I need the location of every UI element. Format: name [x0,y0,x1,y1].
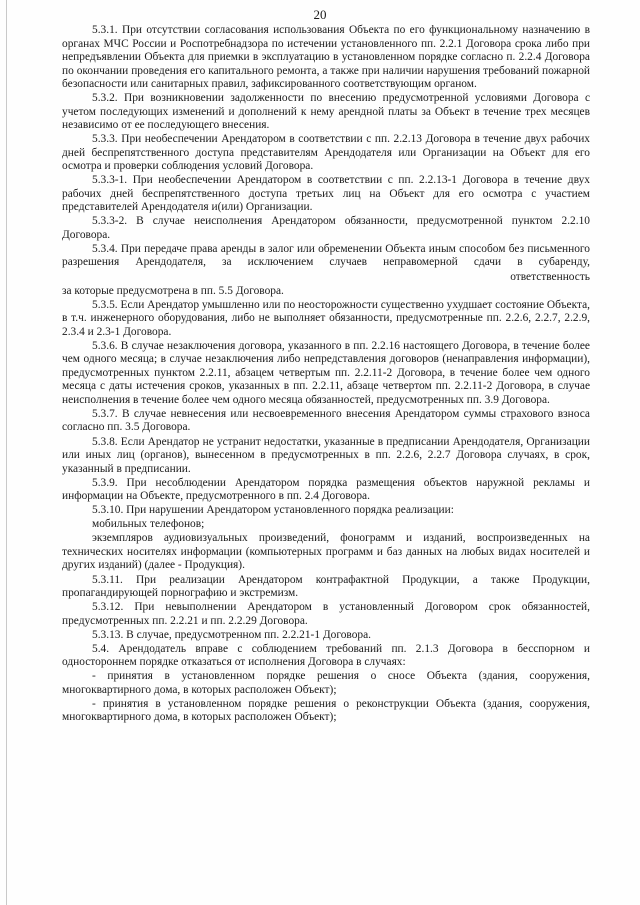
paragraph-5-3-3: 5.3.3. При необеспечении Арендатором в соответствии с пп. 2.2.13 Договора в течение двух рабочих дней беспрепятственного доступа представителям Арендодателя или Организации на Объект для его осмотра и проверки соблюдения условий Договора. [62,133,590,173]
paragraph-5-3-6: 5.3.6. В случае незаключения договора, указанного в пп. 2.2.16 настоящего Договора, в течение более чем одного месяца; в случае незаключения либо непредставления договоров (ненаправления информации), предусмотренных пунктом 2.2.11, абзацем четвертым пп. 2.2.11-2 Договора, в течение более чем одного месяца с даты истечения сроков, указанных в пп. 2.2.11, абзаце четвертом пп. 2.2.11-2 Договора, в случае неисполнения в течение более чем одного месяца обязанностей, предусмотренных пп. 3.9 Договора. [62,339,590,406]
paragraph-5-3-2: 5.3.2. При возникновении задолженности по внесению предусмотренной условиями Договора с учетом последующих изменений и дополнений к нему арендной платы за Объект в течение трех месяцев независимо от ее последующего внесения. [62,92,590,132]
page-edge [6,0,7,905]
paragraph-mobile-phones: мобильных телефонов; [92,518,205,531]
document-body [62,24,590,726]
paragraph-5-3-5: 5.3.5. Если Арендатор умышленно или по неосторожности существенно ухудшает состояние Объекта, в т.ч. инженерного оборудования, либо не выполняет обязанности, предусмотренные пп. 2.2.6, 2.2.7, 2.2.9, 2.3.4 и 2.3-1 Договора. [62,298,590,338]
page-number: 20 [313,7,327,22]
paragraph-reconstruction: - принятия в установленном порядке решения о реконструкции Объекта (здания, сооружения, многоквартирного дома, в которых расположен Объект); [62,697,590,724]
paragraph-5-3-3-1: 5.3.3-1. При необеспечении Арендатором в соответствии с пп. 2.2.13-1 Договора в течение двух рабочих дней беспрепятственного доступа третьих лиц на Объект для его осмотра с участием представителей Арендодателя и(или) Организации. [62,174,590,214]
paragraph-5-3-4-cont2: за которые предусмотрена в пп. 5.5 Договора. [62,284,284,297]
paragraph-media-copies: экземпляров аудиовизуальных произведений, фонограмм и изданий, воспроизведенных на технических носителях информации (компьютерных программ и баз данных на любых видах носителей и других изданий) (далее - Продукция). [62,532,590,572]
paragraph-5-3-12: 5.3.12. При невыполнении Арендатором в установленный Договором срок обязанностей, предусмотренных пп. 2.2.21 и пп. 2.2.29 Договора. [62,601,590,627]
paragraph-5-3-1: 5.3.1. При отсутствии согласования использования Объекта по его функциональному назначению в органах МЧС России и Роспотребнадзора по истечении установленного пп. 2.2.1 Договора срока либо при непредъявлении Объекта для приемки в эксплуатацию в установленном порядке согласно п. 2.2.4 Договора по окончании проведения его капитального ремонта, а также при наличии нарушения требований пожарной безопасности или санитарных правил, зафиксированного соответствующим органом. [62,24,590,90]
paragraph-5-3-4: 5.3.4. При передаче права аренды в залог или обременении Объекта иным способом без письменного разрешения Арендодателя, за исключением случаев неправомерной сдачи в субаренду, [62,242,590,269]
paragraph-5-3-3-2: 5.3.3-2. В случае неисполнения Арендатором обязанности, предусмотренной пунктом 2.2.10 Договора. [62,215,590,241]
paragraph-5-3-10: 5.3.10. При нарушении Арендатором установленного порядка реализации: [92,504,454,517]
paragraph-5-3-13: 5.3.13. В случае, предусмотренном пп. 2.2.21-1 Договора. [92,628,372,641]
paragraph-5-3-11: 5.3.11. При реализации Арендатором контрафактной Продукции, а также Продукции, пропагандирующей порнографию и экстремизм. [62,573,590,599]
paragraph-5-4: 5.4. Арендодатель вправе с соблюдением требований пп. 2.1.3 Договора в бесспорном и одностороннем порядке отказаться от исполнения Договора в случаях: [62,642,590,669]
paragraph-demolition: - принятия в установленном порядке решения о сносе Объекта (здания, сооружения, многоквартирного дома, в которых расположен Объект); [62,670,590,696]
paragraph-5-3-9: 5.3.9. При несоблюдении Арендатором порядка размещения объектов наружной рекламы и информации на Объекте, предусмотренного в пп. 2.4 Договора. [62,476,590,503]
paragraph-5-3-8: 5.3.8. Если Арендатор не устранит недостатки, указанные в предписании Арендодателя, Организации или иных лиц (органов), вынесенном в предусмотренных в пп. 2.2.6, 2.2.7 Договора случаях, в срок, указанный в предписании. [62,435,590,475]
paragraph-5-3-4-cont1: ответственность [510,270,590,283]
paragraph-5-3-7: 5.3.7. В случае невнесения или несвоевременного внесения Арендатором суммы страхового взноса согласно пп. 3.5 Договора. [62,407,590,434]
